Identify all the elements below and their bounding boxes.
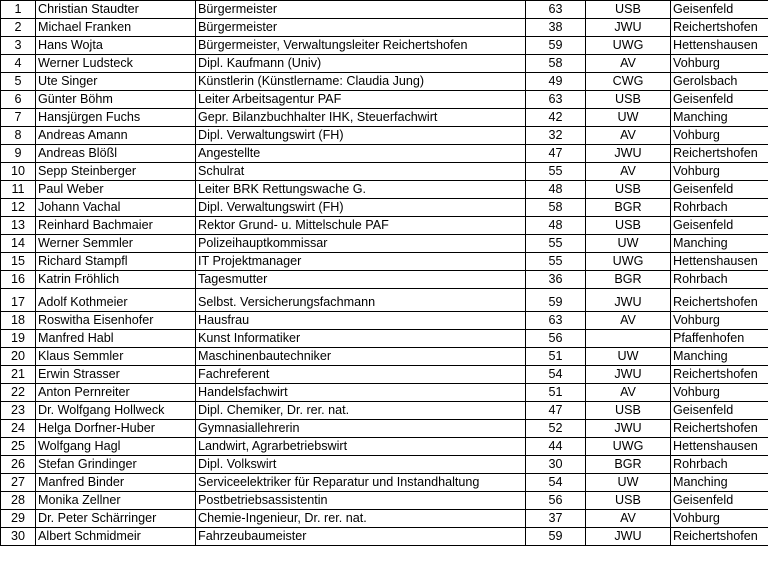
candidate-occupation: Gepr. Bilanzbuchhalter IHK, Steuerfachwirt xyxy=(196,109,526,127)
candidate-name: Manfred Binder xyxy=(36,474,196,492)
candidate-age: 37 xyxy=(526,510,586,528)
candidate-party: BGR xyxy=(586,456,671,474)
candidate-party: UW xyxy=(586,109,671,127)
candidate-occupation: Tagesmutter xyxy=(196,271,526,289)
candidate-occupation: Selbst. Versicherungsfachmann xyxy=(196,289,526,312)
candidate-party: JWU xyxy=(586,145,671,163)
candidate-party: USB xyxy=(586,1,671,19)
candidate-party: AV xyxy=(586,127,671,145)
candidate-occupation: Serviceelektriker für Reparatur und Instandhaltung xyxy=(196,474,526,492)
candidate-party: BGR xyxy=(586,271,671,289)
candidate-name: Michael Franken xyxy=(36,19,196,37)
table-row xyxy=(1,145,768,163)
candidate-party xyxy=(586,330,671,348)
candidate-party: UW xyxy=(586,474,671,492)
candidate-name: Werner Semmler xyxy=(36,235,196,253)
table-row xyxy=(1,438,768,456)
candidate-occupation: Rektor Grund- u. Mittelschule PAF xyxy=(196,217,526,235)
row-number: 2 xyxy=(1,19,36,37)
table-row xyxy=(1,312,768,330)
candidate-age: 48 xyxy=(526,181,586,199)
candidate-party: AV xyxy=(586,163,671,181)
candidate-name: Andreas Blößl xyxy=(36,145,196,163)
table-row xyxy=(1,492,768,510)
row-number: 9 xyxy=(1,145,36,163)
candidate-place: Manching xyxy=(671,109,768,127)
candidate-age: 63 xyxy=(526,1,586,19)
table-row xyxy=(1,528,768,546)
candidate-place: Manching xyxy=(671,235,768,253)
candidate-place: Manching xyxy=(671,348,768,366)
row-number: 14 xyxy=(1,235,36,253)
candidate-party: UWG xyxy=(586,438,671,456)
candidate-occupation: Chemie-Ingenieur, Dr. rer. nat. xyxy=(196,510,526,528)
candidate-occupation: Hausfrau xyxy=(196,312,526,330)
row-number: 22 xyxy=(1,384,36,402)
candidate-name: Hans Wojta xyxy=(36,37,196,55)
candidate-place: Vohburg xyxy=(671,163,768,181)
candidate-occupation: Dipl. Verwaltungswirt (FH) xyxy=(196,199,526,217)
candidate-party: JWU xyxy=(586,366,671,384)
table-row xyxy=(1,456,768,474)
candidate-place: Vohburg xyxy=(671,127,768,145)
row-number: 6 xyxy=(1,91,36,109)
row-number: 10 xyxy=(1,163,36,181)
table-row xyxy=(1,289,768,312)
candidate-party: BGR xyxy=(586,199,671,217)
candidate-party: USB xyxy=(586,492,671,510)
candidate-occupation: Leiter BRK Rettungswache G. xyxy=(196,181,526,199)
row-number: 25 xyxy=(1,438,36,456)
candidate-party: AV xyxy=(586,55,671,73)
candidate-age: 59 xyxy=(526,37,586,55)
table-row xyxy=(1,55,768,73)
candidate-party: JWU xyxy=(586,528,671,546)
candidate-occupation: Dipl. Volkswirt xyxy=(196,456,526,474)
candidate-occupation: Dipl. Chemiker, Dr. rer. nat. xyxy=(196,402,526,420)
row-number: 28 xyxy=(1,492,36,510)
candidate-name: Monika Zellner xyxy=(36,492,196,510)
candidate-party: JWU xyxy=(586,19,671,37)
table-row xyxy=(1,163,768,181)
candidate-age: 49 xyxy=(526,73,586,91)
candidate-name: Richard Stampfl xyxy=(36,253,196,271)
candidate-occupation: Bürgermeister xyxy=(196,19,526,37)
candidate-occupation: Fahrzeubaumeister xyxy=(196,528,526,546)
candidate-name: Stefan Grindinger xyxy=(36,456,196,474)
table-row xyxy=(1,1,768,19)
candidate-place: Manching xyxy=(671,474,768,492)
table-row xyxy=(1,366,768,384)
candidate-age: 55 xyxy=(526,163,586,181)
candidate-occupation: Gymnasiallehrerin xyxy=(196,420,526,438)
candidate-place: Vohburg xyxy=(671,312,768,330)
candidate-place: Reichertshofen xyxy=(671,289,768,312)
candidate-party: UW xyxy=(586,348,671,366)
candidate-place: Rohrbach xyxy=(671,271,768,289)
table-row xyxy=(1,199,768,217)
candidate-party: UWG xyxy=(586,37,671,55)
candidate-party: USB xyxy=(586,217,671,235)
table-row xyxy=(1,127,768,145)
candidate-name: Ute Singer xyxy=(36,73,196,91)
row-number: 13 xyxy=(1,217,36,235)
candidate-party: USB xyxy=(586,181,671,199)
candidate-party: JWU xyxy=(586,420,671,438)
row-number: 16 xyxy=(1,271,36,289)
candidate-age: 58 xyxy=(526,199,586,217)
table-row xyxy=(1,420,768,438)
candidate-place: Reichertshofen xyxy=(671,366,768,384)
row-number: 21 xyxy=(1,366,36,384)
candidate-party: AV xyxy=(586,510,671,528)
row-number: 7 xyxy=(1,109,36,127)
candidate-place: Reichertshofen xyxy=(671,528,768,546)
candidate-name: Wolfgang Hagl xyxy=(36,438,196,456)
candidate-place: Hettenshausen xyxy=(671,253,768,271)
candidate-age: 63 xyxy=(526,312,586,330)
candidate-party: UWG xyxy=(586,253,671,271)
candidate-occupation: Leiter Arbeitsagentur PAF xyxy=(196,91,526,109)
candidate-place: Vohburg xyxy=(671,384,768,402)
candidate-age: 51 xyxy=(526,348,586,366)
candidate-name: Albert Schmidmeir xyxy=(36,528,196,546)
row-number: 17 xyxy=(1,289,36,312)
candidate-place: Geisenfeld xyxy=(671,181,768,199)
candidate-party: USB xyxy=(586,402,671,420)
candidate-place: Geisenfeld xyxy=(671,492,768,510)
candidate-name: Christian Staudter xyxy=(36,1,196,19)
candidate-place: Hettenshausen xyxy=(671,37,768,55)
candidate-name: Erwin Strasser xyxy=(36,366,196,384)
candidate-place: Geisenfeld xyxy=(671,91,768,109)
candidate-name: Klaus Semmler xyxy=(36,348,196,366)
row-number: 12 xyxy=(1,199,36,217)
candidate-age: 42 xyxy=(526,109,586,127)
candidate-name: Helga Dorfner-Huber xyxy=(36,420,196,438)
candidate-name: Andreas Amann xyxy=(36,127,196,145)
candidate-age: 58 xyxy=(526,55,586,73)
candidate-age: 56 xyxy=(526,492,586,510)
row-number: 3 xyxy=(1,37,36,55)
candidate-name: Manfred Habl xyxy=(36,330,196,348)
row-number: 11 xyxy=(1,181,36,199)
candidate-party: AV xyxy=(586,384,671,402)
candidate-place: Rohrbach xyxy=(671,456,768,474)
candidate-place: Pfaffenhofen xyxy=(671,330,768,348)
candidate-table-body xyxy=(1,1,768,546)
row-number: 26 xyxy=(1,456,36,474)
candidate-place: Vohburg xyxy=(671,55,768,73)
candidate-party: UW xyxy=(586,235,671,253)
candidate-age: 32 xyxy=(526,127,586,145)
candidate-name: Johann Vachal xyxy=(36,199,196,217)
candidate-age: 59 xyxy=(526,528,586,546)
candidate-place: Hettenshausen xyxy=(671,438,768,456)
table-row xyxy=(1,348,768,366)
candidate-age: 63 xyxy=(526,91,586,109)
row-number: 4 xyxy=(1,55,36,73)
row-number: 8 xyxy=(1,127,36,145)
candidate-place: Reichertshofen xyxy=(671,420,768,438)
row-number: 30 xyxy=(1,528,36,546)
row-number: 24 xyxy=(1,420,36,438)
candidate-occupation: Handelsfachwirt xyxy=(196,384,526,402)
candidate-place: Geisenfeld xyxy=(671,1,768,19)
candidate-party: USB xyxy=(586,91,671,109)
candidate-place: Rohrbach xyxy=(671,199,768,217)
candidate-place: Geisenfeld xyxy=(671,402,768,420)
table-row xyxy=(1,19,768,37)
candidate-name: Sepp Steinberger xyxy=(36,163,196,181)
table-row xyxy=(1,109,768,127)
candidate-place: Reichertshofen xyxy=(671,145,768,163)
row-number: 5 xyxy=(1,73,36,91)
candidate-age: 48 xyxy=(526,217,586,235)
row-number: 1 xyxy=(1,1,36,19)
candidate-occupation: Fachreferent xyxy=(196,366,526,384)
table-row xyxy=(1,217,768,235)
candidate-occupation: Dipl. Verwaltungswirt (FH) xyxy=(196,127,526,145)
candidate-occupation: Dipl. Kaufmann (Univ) xyxy=(196,55,526,73)
candidate-occupation: Landwirt, Agrarbetriebswirt xyxy=(196,438,526,456)
candidate-name: Hansjürgen Fuchs xyxy=(36,109,196,127)
candidate-name: Katrin Fröhlich xyxy=(36,271,196,289)
table-row xyxy=(1,402,768,420)
row-number: 23 xyxy=(1,402,36,420)
candidate-party: CWG xyxy=(586,73,671,91)
candidate-place: Gerolsbach xyxy=(671,73,768,91)
candidate-age: 54 xyxy=(526,474,586,492)
table-row xyxy=(1,271,768,289)
candidate-age: 55 xyxy=(526,253,586,271)
candidate-age: 47 xyxy=(526,145,586,163)
candidate-occupation: Schulrat xyxy=(196,163,526,181)
candidate-occupation: IT Projektmanager xyxy=(196,253,526,271)
table-row xyxy=(1,235,768,253)
candidate-name: Werner Ludsteck xyxy=(36,55,196,73)
candidate-age: 56 xyxy=(526,330,586,348)
row-number: 29 xyxy=(1,510,36,528)
table-row xyxy=(1,330,768,348)
table-row xyxy=(1,474,768,492)
row-number: 18 xyxy=(1,312,36,330)
candidate-age: 30 xyxy=(526,456,586,474)
candidate-name: Roswitha Eisenhofer xyxy=(36,312,196,330)
table-row xyxy=(1,181,768,199)
candidate-occupation: Postbetriebsassistentin xyxy=(196,492,526,510)
candidate-occupation: Bürgermeister, Verwaltungsleiter Reichertshofen xyxy=(196,37,526,55)
candidate-occupation: Polizeihauptkommissar xyxy=(196,235,526,253)
row-number: 20 xyxy=(1,348,36,366)
candidate-place: Vohburg xyxy=(671,510,768,528)
table-row xyxy=(1,73,768,91)
candidate-occupation: Angestellte xyxy=(196,145,526,163)
candidate-age: 59 xyxy=(526,289,586,312)
row-number: 19 xyxy=(1,330,36,348)
candidate-age: 55 xyxy=(526,235,586,253)
table-row xyxy=(1,384,768,402)
candidate-age: 47 xyxy=(526,402,586,420)
candidate-name: Dr. Peter Schärringer xyxy=(36,510,196,528)
candidate-name: Dr. Wolfgang Hollweck xyxy=(36,402,196,420)
table-row xyxy=(1,253,768,271)
candidate-age: 54 xyxy=(526,366,586,384)
table-row xyxy=(1,91,768,109)
candidate-name: Reinhard Bachmaier xyxy=(36,217,196,235)
candidate-party: JWU xyxy=(586,289,671,312)
candidate-occupation: Künstlerin (Künstlername: Claudia Jung) xyxy=(196,73,526,91)
row-number: 15 xyxy=(1,253,36,271)
candidate-age: 44 xyxy=(526,438,586,456)
candidate-name: Paul Weber xyxy=(36,181,196,199)
table-row xyxy=(1,37,768,55)
candidate-name: Günter Böhm xyxy=(36,91,196,109)
candidate-occupation: Kunst Informatiker xyxy=(196,330,526,348)
candidate-age: 51 xyxy=(526,384,586,402)
candidate-name: Anton Pernreiter xyxy=(36,384,196,402)
candidate-place: Reichertshofen xyxy=(671,19,768,37)
table-row xyxy=(1,510,768,528)
row-number: 27 xyxy=(1,474,36,492)
candidate-name: Adolf Kothmeier xyxy=(36,289,196,312)
candidate-age: 38 xyxy=(526,19,586,37)
candidate-age: 36 xyxy=(526,271,586,289)
candidate-age: 52 xyxy=(526,420,586,438)
candidate-occupation: Bürgermeister xyxy=(196,1,526,19)
candidate-place: Geisenfeld xyxy=(671,217,768,235)
candidate-occupation: Maschinenbautechniker xyxy=(196,348,526,366)
candidate-party: AV xyxy=(586,312,671,330)
